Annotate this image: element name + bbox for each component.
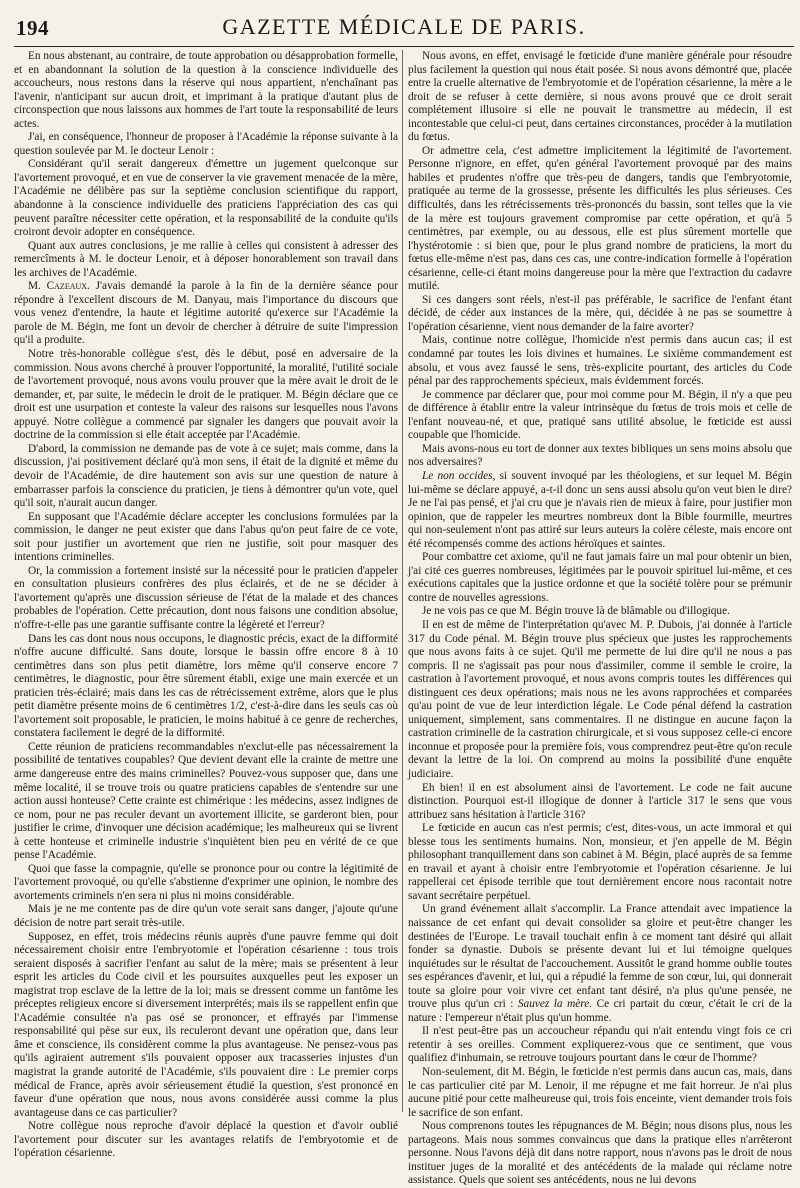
latin-phrase: Le non occides, bbox=[422, 469, 496, 482]
paragraph: Mais, continue notre collègue, l'homicide n'est permis dans aucun cas; il est condamné par toutes les lois divines et humaines. Le sixième commandement est absolu, et vous avez faussé le sens, très-explicite pourtant, des articles du Code pénal par des rapprochements spécieux, mais évidemment forcés. bbox=[408, 334, 792, 388]
paragraph: Il n'est peut-être pas un accoucheur répandu qui n'ait entendu vingt fois ce cri retentir à ses oreilles. Comment expliquerez-vous que ce sentiment, que vous qualifiez d'inhumain, se retrouve toujours pourtant dans le cœur de l'homme? bbox=[408, 1025, 792, 1065]
page-number: 194 bbox=[16, 16, 49, 40]
paragraph: Notre très-honorable collègue s'est, dès le début, posé en adversaire de la commission. Nous avons cherché à prouver l'opportunité, la moralité, l'utilité sociale de l'avortement provoqué, nous avons voulu prouver que la mère avait le droit de le demander, et, par suite, le médecin le droit de le pratiquer. M. Bégin déclare que ce droit est une usurpation et conteste la valeur des raisons sur lesquelles nous l'avons appuyé. Notre collègue a commencé par signaler les dangers que pouvait avoir la doctrine de la commission si elle était acceptée par l'Académie. bbox=[14, 348, 398, 442]
paragraph: Quant aux autres conclusions, je me rallie à celles qui consistent à adresser des remercîments à M. le docteur Lenoir, et à déposer honorablement son travail dans les archives de l'Académie. bbox=[14, 239, 398, 279]
paragraph: Pour combattre cet axiome, qu'il ne faut jamais faire un mal pour obtenir un bien, j'ai cité ces guerres nombreuses, légitimées par le pouvoir spirituel lui-même, et ces exécutions capitales que la justice ordonne et que la société tolère pour se prémunir contre de nouvelles agressions. bbox=[408, 551, 792, 604]
paragraph: Supposez, en effet, trois médecins réunis auprès d'une pauvre femme qui doit nécessairement choisir entre l'embryotomie et l'opération césarienne : tous trois seraient disposés à sacrifier l'enfant au salut de la mère; mais se présentent à leur esprit les articles du Code civil et les poursuites auxquelles peut les exposer un magistrat trop esclave de la lettre de la loi; mais se dressent comme un fantôme les préceptes religieux encore si diversement interprétés; mais ils se rappellent enfin que l'Académie consultée n'a pas osé se prononcer, et effrayés par l'immense responsabilité qui pèse sur eux, ils reculeront devant une opération que, dans leur âme et conscience, ils considèrent comme la plus avantageuse. Ne pensez-vous pas qu'ils agiraient autrement s'ils pouvaient opposer aux tracasseries injustes d'un magistrat la grande autorité de l'Académie, s'ils pouvaient dire : Le premier corps médical de France, après avoir sérieusement étudié la question, s'est prononcé en faveur d'une opération que nous, nous avons considérée aussi comme la plus avantageuse dans ce cas particulier? bbox=[14, 930, 398, 1119]
paragraph-text: J'avais demandé la parole à la fin de la dernière séance pour répondre à l'excellent discours de M. Danyau, mais l'importance du discours que vous venez d'entendre, la haute et légitime autorité qu'exerce sur l'Académie la parole de M. Bégin, me font un devoir de chercher à détruire de suite l'impression qu'il a produite. bbox=[14, 280, 398, 347]
paragraph: Considérant qu'il serait dangereux d'émettre un jugement quelconque sur l'avortement provoqué, et en vue de conserver la vie gravement menacée de la mère, l'Académie ne délibère pas sur la septième conclusion scientifique du rapport, abandonne à la conscience individuelle des praticiens l'appréciation des cas qui peuvent paraître nécessiter cette opération, et la responsabilité de la conduite qu'ils croiront devoir adopter en conséquence. bbox=[14, 158, 398, 239]
paragraph bbox=[408, 903, 792, 1025]
paragraph-text: si souvent invoqué par les théologiens, et sur lequel M. Bégin lui-même se déclare appuyé, a-t-il donc un sens aussi absolu qu'on veut bien le dire? Je ne l'ai pas pensé, et j'ai cru que je n'avais rien de mieux à faire, pour justifier mon opinion, que de rappeler les meurtres nombreux dont la Bible fourmille, meurtres qui non-seulement n'ont pas attiré sur leurs auteurs la colère céleste, mais encore ont été récompensés comme des actions héroïques et saintes. bbox=[408, 469, 792, 550]
paragraph: Eh bien! il en est absolument ainsi de l'avortement. Le code ne fait aucune distinction. Pourquoi est-il illogique de donner à l'article 317 le sens que vous attribuez sans hésitation à l'article 316? bbox=[408, 781, 792, 821]
paragraph: Nous comprenons toutes les répugnances de M. Bégin; nous disons plus, nous les partageons. Mais nous sommes convaincus que dans la pratique elles n'arrêteront personne. Nous l'avons déjà dit dans notre rapport, nous n'avons pas le droit de nous instituer juges de la moralité et des antécédents de la malade qui réclame notre assistance. Quels que soient ses antécédents, nous ne lui devons bbox=[408, 1120, 792, 1187]
right-column bbox=[408, 50, 793, 1187]
paragraph: Nous avons, en effet, envisagé le fœticide d'une manière générale pour résoudre plus facilement la question qui nous était posée. Si nous avons démontré que, placée entre la cruelle alternative de l'embryotomie et de l'opération césarienne, la mère a le droit de se refuser à cette dernière, si nous avons prouvé que ce droit serait complétement illusoire si elle ne pouvait le transmettre au médecin, il est incontestable que celui-ci peut, dans certaines circonstances, procéder à la mutilation du fœtus. bbox=[408, 50, 792, 144]
paragraph: Je ne vois pas ce que M. Bégin trouve là de blâmable ou d'illogique. bbox=[422, 605, 730, 618]
paragraph: Il en est de même de l'interprétation qu'avec M. P. Dubois, j'ai donnée à l'article 317 du Code pénal. M. Bégin trouve plus spécieux que justes les rapprochements que nous avons faits à ce sujet. Qu'il me permette de lui dire qu'il ne nous a pas compris. Il ne s'agissait pas pour nous d'assimiler, comme il semble le croire, la castration à l'avortement provoqué, et nous avons compris toutes les différences qui distinguent ces deux opérations; mais nous ne les avons rapprochées et comparées qu'au point de vue de leur interdiction légale. Le Code pénal défend la castration uniquement, simplement, sans commentaires. Il ne distingue en aucune façon la castration criminelle de la castration chirurgicale, et si vous supposez celle-ci encore inconnue et proposée pour la première fois, vous comprendrez peut-être qu'on recule devant la lettre de la loi. On comprend au moins la possibilité d'une enquête judiciaire. bbox=[408, 618, 792, 780]
paragraph: Cette réunion de praticiens recommandables n'exclut-elle pas nécessairement la possibilité de tentatives coupables? Que devient devant elle la crainte de mettre une arme dangereuse entre des mains criminelles? Pouvez-vous supposer que, dans une même localité, il se trouve trois ou quatre praticiens capables de s'entendre sur une action aussi honteuse? Cette crainte est chimérique : les médecins, assez indignes de ce nom, pour ne pas reculer devant un avortement illicite, se garderont bien, pour justifier le crime, d'invoquer une décision académique; les malheureux qui se livrent à cette honteuse et criminelle industrie s'inquiètent bien peu en vérité de ce que pense l'Académie. bbox=[14, 740, 398, 862]
paragraph: Si ces dangers sont réels, n'est-il pas préférable, le sacrifice de l'enfant étant décidé, de céder aux instances de la mère, qui, décidée à ne pas se soumettre à l'opération césarienne, vient nous demander de la faire avorter? bbox=[408, 293, 792, 333]
paragraph: Quoi que fasse la compagnie, qu'elle se prononce pour ou contre la légitimité de l'avortement provoqué, ou qu'elle s'abstienne d'exprimer une opinion, le nombre des avortements criminels n'en sera ni plus ni moins considérable. bbox=[14, 862, 398, 902]
journal-title: GAZETTE MÉDICALE DE PARIS. bbox=[222, 14, 586, 39]
paragraph: D'abord, la commission ne demande pas de vote à ce sujet; mais comme, dans la discussion, j'ai positivement déclaré qu'à mon sens, il était de la dignité et même du devoir de l'Académie, de dire hautement son avis sur une question de nature à embarrasser parfois la conscience du praticien, je tiens à démontrer qu'un vote, quel qu'il soit, n'aurait aucun danger. bbox=[14, 442, 398, 510]
paragraph: Or, la commission a fortement insisté sur la nécessité pour le praticien d'appeler en consultation plusieurs confrères des plus éclairés, et de ne se décider à l'avortement qu'après une discussion sérieuse de l'état de la malade et des chances probables de l'opération. Cette précaution, dont nous faisons une condition absolue, n'offre-t-elle pas une garantie suffisante contre la légèreté et l'erreur? bbox=[14, 564, 398, 631]
paragraph-text: Un grand événement allait s'accomplir. La France attendait avec impatience la naissance de cet enfant qui devait consolider sa gloire et peut-être changer les destinées de l'Europe. Le travail touchait enfin à ce moment tant désiré qui allait fonder sa dynastie. Dubois se présente devant lui et lui témoigne quelques inquiétudes sur le résultat de l'accouchement. Aussitôt le grand homme oublie toutes ses espérances d'avenir, et lui, qui a répudié la femme de son cœur, lui, qui donnerait toute sa gloire pour voir vivre cet enfant tant désiré, n'a plus qu'une pensée, ne trouve plus qu'un cri : bbox=[408, 903, 792, 1011]
paragraph-text: Ce cri partait du cœur, c'était le cri de la nature : l'empereur n'était plus qu'un homme. bbox=[408, 998, 793, 1024]
paragraph: Mais je ne me contente pas de dire qu'un vote serait sans danger, j'ajoute qu'une décision de notre part serait très-utile. bbox=[14, 903, 398, 929]
paragraph: Or admettre cela, c'est admettre implicitement la légitimité de l'avortement. Personne n'ignore, en effet, qu'en général l'avortement provoqué par des mains habiles et prudentes n'offre que très-peu de dangers, tandis que l'embryotomie, pratiquée au terme de la grossesse, présente les difficultés les plus sérieuses. Ces difficultés, dans les rétrécissements très-prononcés du bassin, sont telles que la vie de la mère est toujours gravement compromise par cette opération, et qu'à 5 centimètres, par exemple, ou au dessous, elle est plus sûrement mortelle que l'hystérotomie : si bien que, pour le plus grand nombre de praticiens, la mort du fœtus elle-même n'est pas, dans ces cas, une contre-indication formelle à l'opération césarienne, celle-ci étant moins dangereuse pour la mère que l'extraction du cadavre mutilé. bbox=[408, 144, 792, 293]
paragraph: Notre collègue nous reproche d'avoir déplacé la question et d'avoir oublié l'avortement pour discuter sur les avantages relatifs de l'embryotomie et de l'opération césarienne. bbox=[14, 1120, 398, 1160]
header-rule bbox=[14, 46, 794, 47]
quoted-cry: Sauvez la mère. bbox=[517, 998, 593, 1011]
paragraph bbox=[14, 280, 398, 348]
speaker-name: M. Cazeaux. bbox=[28, 280, 90, 293]
paragraph: J'ai, en conséquence, l'honneur de proposer à l'Académie la réponse suivante à la question soulevée par M. le docteur Lenoir : bbox=[14, 131, 398, 157]
column-divider bbox=[402, 50, 403, 1112]
left-column bbox=[14, 50, 398, 1160]
paragraph: Mais avons-nous eu tort de donner aux textes bibliques un sens moins absolu que nos adversaires? bbox=[408, 442, 792, 469]
paragraph bbox=[408, 470, 792, 551]
paragraph: Non-seulement, dit M. Bégin, le fœticide n'est permis dans aucun cas, mais, dans le cas particulier cité par M. Lenoir, il me répugne et me fait horreur. Je n'ai plus aucune pitié pour cette malheureuse qui, trois fois enceinte, vient demander trois fois le sacrifice de son enfant. bbox=[408, 1066, 792, 1119]
paragraph: Dans les cas dont nous nous occupons, le diagnostic précis, exact de la difformité n'offre aucune difficulté. Sans doute, lorsque le bassin offre encore 8 à 10 centimètres dans son plus petit diamètre, lors même qu'il conserve encore 7 centimètres, le diagnostic, pour être sûrement établi, exige une main exercée et un praticien très-éclairé; mais dans les cas de rétrécissement extrême, alors que le plus petit diamètre présente moins de 6 centimètres 1/2, c'est-à-dire dans les seuls cas où l'avortement soit proposable, le praticien, le moins habitué à ce genre de recherches, constatera facilement le degré de la difformité. bbox=[14, 632, 398, 740]
page-header bbox=[14, 14, 794, 46]
paragraph: En supposant que l'Académie déclare accepter les conclusions formulées par la commission, le danger ne peut exister que dans l'abus qu'on peut faire de ce vote, soit pour justifier un avortement que rien ne justifie, soit pour masquer des intentions criminelles. bbox=[14, 510, 398, 564]
paragraph: En nous abstenant, au contraire, de toute approbation ou désapprobation formelle, et en abandonnant la solution de la question à la conscience individuelle des accoucheurs, nous restons dans la réserve qui nous appartient, n'enchaînant pas l'avenir, n'anticipant sur aucun droit, et imprimant à la pratique d'autant plus de circonspection que nous laissons aux hommes de l'art toute la responsabilité de leurs actes. bbox=[14, 50, 398, 130]
paragraph: Le fœticide en aucun cas n'est permis; c'est, dites-vous, un acte immoral et qui blesse tous les sentiments humains. Non, monsieur, et j'en appelle de M. Bégin philosophant tranquillement dans son cabinet à M. Bégin, placé auprès de sa femme en travail et ayant à choisir entre l'embryotomie et l'opération césarienne. Je lui rappellerai cet épisode terrible que tout dernièrement encore nous racontait notre savant secrétaire perpétuel. bbox=[408, 822, 792, 902]
paragraph: Je commence par déclarer que, pour moi comme pour M. Bégin, il n'y a que peu de différence à établir entre la valeur intrinsèque du fœtus de trois mois et celle de l'enfant nouveau-né, et que, pratiqué sans utilité absolue, le fœticide est aussi coupable que l'homicide. bbox=[408, 388, 792, 442]
